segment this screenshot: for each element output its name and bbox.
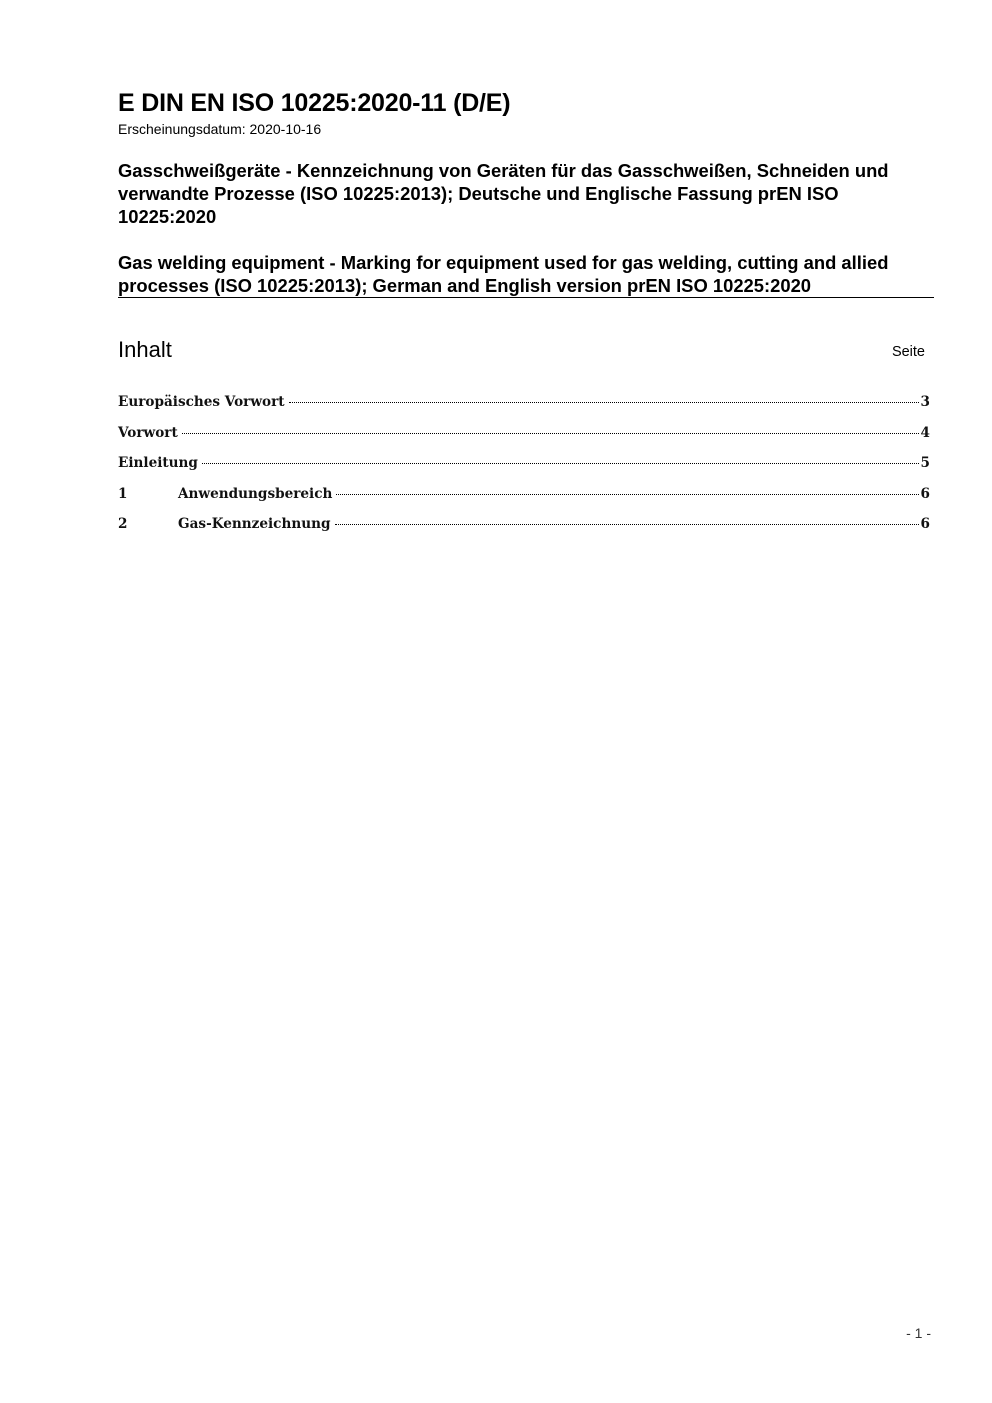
toc-entry-page: 6: [920, 485, 930, 502]
toc-dot-leader: [289, 402, 919, 403]
toc-entry-anwendungsbereich[interactable]: [118, 486, 930, 517]
toc-dot-leader: [336, 494, 918, 495]
toc-entry-page: 6: [920, 516, 930, 532]
toc-entry-label: Einleitung: [118, 455, 198, 471]
toc-entry-vorwort[interactable]: [118, 425, 930, 456]
toc-entry-gas-kennzeichnung[interactable]: [118, 516, 930, 547]
toc-entry-number: 1: [118, 485, 128, 502]
german-title: Gasschweißgeräte - Kennzeichnung von Geräten für das Gasschweißen, Schneiden und verwandte Prozesse (ISO 10225:2013); Deutsche und Englische Fassung prEN ISO 10225:2020: [118, 160, 889, 227]
toc-dot-leader: [335, 524, 919, 525]
page-number: - 1 -: [906, 1325, 931, 1341]
toc-heading: Inhalt: [118, 337, 172, 362]
publication-date: Erscheinungsdatum: 2020-10-16: [118, 121, 322, 137]
toc-entry-europaeisches-vorwort[interactable]: [118, 394, 930, 425]
toc-entry-label: Anwendungsbereich: [178, 485, 333, 502]
toc-entry-page: 3: [920, 394, 930, 410]
english-title: Gas welding equipment - Marking for equipment used for gas welding, cutting and allied processes (ISO 10225:2013); German and English version prEN ISO 10225:2020: [118, 252, 889, 296]
toc-entry-label: Vorwort: [118, 424, 178, 441]
toc-dot-leader: [182, 433, 919, 434]
toc-entry-label: Gas-Kennzeichnung: [178, 516, 331, 532]
toc-page-column-label: Seite: [891, 344, 925, 360]
title-divider: [118, 297, 934, 298]
toc-entry-page: 5: [920, 455, 930, 471]
toc-entry-einleitung[interactable]: [118, 455, 930, 486]
document-title: E DIN EN ISO 10225:2020-11 (D/E): [118, 89, 511, 117]
toc-entry-page: 4: [920, 424, 930, 441]
toc-entry-label: Europäisches Vorwort: [118, 394, 285, 410]
toc-dot-leader: [202, 463, 919, 464]
toc-entry-number: 2: [118, 516, 128, 532]
table-of-contents: [118, 394, 930, 547]
